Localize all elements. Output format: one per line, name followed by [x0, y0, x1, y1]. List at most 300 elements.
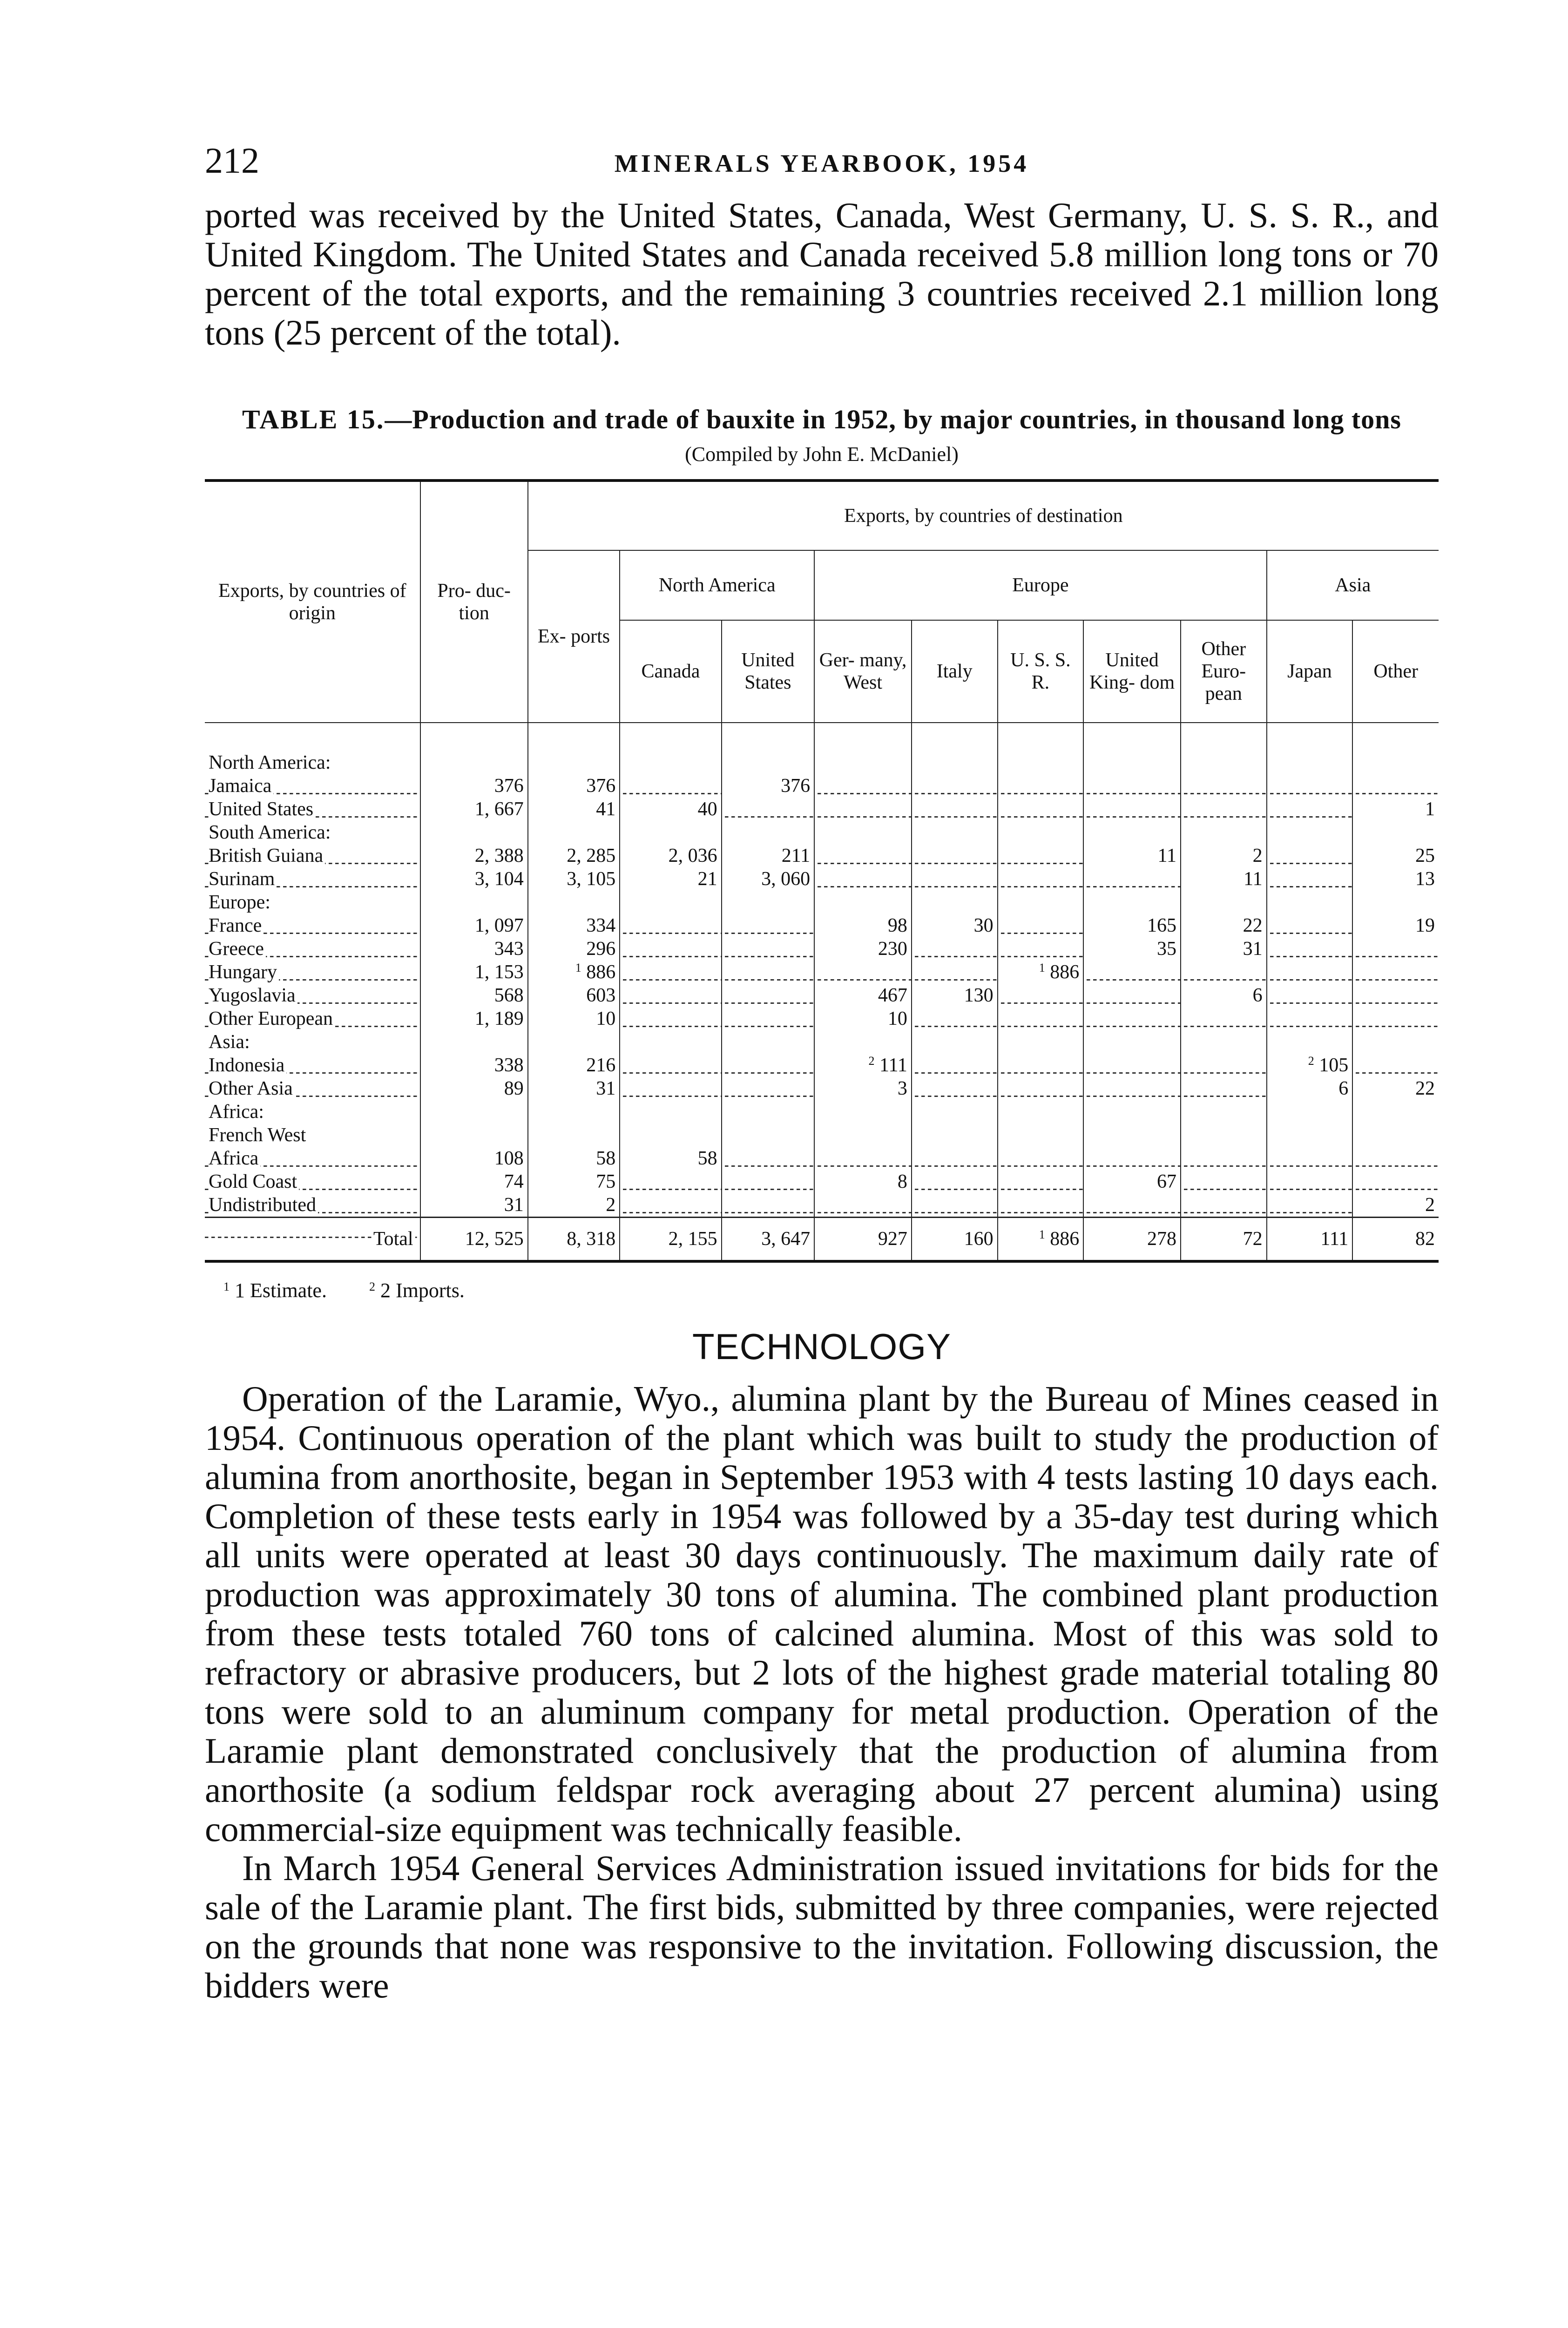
table-cell	[1352, 821, 1439, 844]
table-cell	[998, 937, 1084, 961]
table-cell	[1181, 891, 1267, 914]
header-germany-west: Ger- many, West	[814, 620, 912, 723]
table-cell	[420, 723, 528, 774]
table-row	[205, 844, 1439, 867]
row-label-text: Indonesia	[209, 1055, 286, 1076]
table-cell	[814, 867, 912, 891]
page-number: 212	[205, 140, 259, 181]
table-cell: 3, 647	[722, 1218, 815, 1262]
table-cell: 89	[420, 1077, 528, 1100]
table-cell	[1267, 844, 1353, 867]
header-japan: Japan	[1267, 620, 1353, 723]
table-cell: 108	[420, 1147, 528, 1170]
table-cell: 927	[814, 1218, 912, 1262]
table-row	[205, 891, 1439, 914]
table-cell: 41	[528, 798, 620, 821]
table-cell	[722, 1054, 815, 1077]
table-cell	[1083, 1147, 1181, 1170]
table-cell: 1, 667	[420, 798, 528, 821]
table-cell	[620, 821, 721, 844]
table-cell	[814, 844, 912, 867]
table-cell: 8	[814, 1170, 912, 1193]
row-label	[205, 1193, 420, 1218]
table-cell	[722, 1147, 815, 1170]
table-cell: 8, 318	[528, 1218, 620, 1262]
row-label-text: South America:	[209, 822, 331, 843]
table-cell	[998, 723, 1084, 774]
header-north-america: North America	[620, 550, 814, 620]
table-cell: 1, 189	[420, 1007, 528, 1030]
table-cell	[1352, 1170, 1439, 1193]
table-cell	[620, 723, 721, 774]
row-label	[205, 821, 420, 844]
table-row	[205, 867, 1439, 891]
table-cell: 1, 153	[420, 961, 528, 984]
table-cell	[998, 774, 1084, 798]
table-cell: 31	[1181, 937, 1267, 961]
table-cell: 25	[1352, 844, 1439, 867]
table-cell	[998, 891, 1084, 914]
table-cell	[912, 961, 998, 984]
table-cell: 30	[912, 914, 998, 937]
table-cell	[814, 1193, 912, 1218]
row-label-text: Other Asia	[209, 1078, 295, 1099]
table-cell: 1, 097	[420, 914, 528, 937]
table-cell	[1181, 1170, 1267, 1193]
row-label	[205, 1077, 420, 1100]
table-row	[205, 1077, 1439, 1100]
row-label-text: French West	[209, 1124, 306, 1146]
header-united-kingdom: United King- dom	[1083, 620, 1181, 723]
table-cell	[1083, 1007, 1181, 1030]
table-cell	[1267, 914, 1353, 937]
table-cell	[912, 867, 998, 891]
table-row	[205, 984, 1439, 1007]
table-cell: 160	[912, 1218, 998, 1262]
table-cell	[1267, 1170, 1353, 1193]
table-cell: 19	[1352, 914, 1439, 937]
table-cell: 2, 285	[528, 844, 620, 867]
table-cell	[620, 1100, 721, 1123]
footnote-marker: 2	[868, 1054, 875, 1068]
row-label	[205, 844, 420, 867]
table-compiled-by: (Compiled by John E. McDaniel)	[685, 443, 959, 466]
table-cell: 165	[1083, 914, 1181, 937]
table-cell	[620, 1193, 721, 1218]
table-cell	[1267, 1193, 1353, 1218]
table-cell: 58	[528, 1147, 620, 1170]
row-label	[205, 984, 420, 1007]
table-cell	[1181, 1030, 1267, 1054]
table-cell	[998, 867, 1084, 891]
table-cell	[1083, 1123, 1181, 1147]
table-cell	[528, 1100, 620, 1123]
table-cell: 22	[1181, 914, 1267, 937]
header-canada: Canada	[620, 620, 721, 723]
header-asia: Asia	[1267, 550, 1439, 620]
table-cell	[620, 1077, 721, 1100]
table-cell	[1181, 774, 1267, 798]
table-cell	[1352, 1030, 1439, 1054]
row-label-text: Europe:	[209, 892, 270, 913]
table-cell	[1181, 1193, 1267, 1218]
table-cell	[528, 821, 620, 844]
table-cell	[912, 1030, 998, 1054]
table-cell: 111	[1267, 1218, 1353, 1262]
table-row	[205, 937, 1439, 961]
table-cell: 568	[420, 984, 528, 1007]
table-cell	[420, 1030, 528, 1054]
table-cell	[1352, 1007, 1439, 1030]
table-cell	[998, 1170, 1084, 1193]
table-cell	[998, 914, 1084, 937]
table-cell: 12, 525	[420, 1218, 528, 1262]
table-cell: 35	[1083, 937, 1181, 961]
table-cell	[912, 821, 998, 844]
table-cell	[998, 1147, 1084, 1170]
header-origin: Exports, by countries of origin	[205, 480, 420, 723]
table-cell: 10	[528, 1007, 620, 1030]
table-cell	[1267, 723, 1353, 774]
table-cell: 31	[420, 1193, 528, 1218]
table-cell: $^2$ 111	[814, 1054, 912, 1077]
table-cell: 72	[1181, 1218, 1267, 1262]
table-cell	[722, 821, 815, 844]
table-cell	[1352, 1054, 1439, 1077]
table-cell	[1352, 937, 1439, 961]
table-cell: 2, 388	[420, 844, 528, 867]
table-cell	[998, 844, 1084, 867]
table-cell	[1352, 1123, 1439, 1147]
table-cell	[1083, 1100, 1181, 1123]
table-cell	[620, 984, 721, 1007]
header-exports-destination: Exports, by countries of destination	[528, 480, 1439, 550]
footnote-estimate-text: 1 Estimate.	[235, 1279, 327, 1302]
table-cell: 3, 104	[420, 867, 528, 891]
table-cell	[722, 798, 815, 821]
table-caption	[205, 403, 1439, 436]
table-cell	[912, 774, 998, 798]
table-cell: 3	[814, 1077, 912, 1100]
table-label: TABLE 15.	[242, 404, 385, 434]
footnote-estimate: $^1$ 1 Estimate.	[223, 1279, 327, 1302]
table-cell: 338	[420, 1054, 528, 1077]
table-cell	[1181, 723, 1267, 774]
document-page	[205, 140, 1439, 2005]
row-label	[205, 1054, 420, 1077]
table-cell	[1181, 798, 1267, 821]
table-cell	[1083, 867, 1181, 891]
table-cell: 22	[1352, 1077, 1439, 1100]
table-row	[205, 914, 1439, 937]
table-cell: $^2$ 105	[1267, 1054, 1353, 1077]
table-cell	[620, 914, 721, 937]
row-label-text: North America:	[209, 752, 331, 773]
row-label-text: United States	[209, 799, 315, 820]
table-cell	[998, 821, 1084, 844]
table-cell	[722, 1007, 815, 1030]
table-cell	[1352, 1100, 1439, 1123]
table-cell	[814, 1100, 912, 1123]
table-cell: 278	[1083, 1218, 1181, 1262]
table-cell: 296	[528, 937, 620, 961]
table-cell	[722, 937, 815, 961]
table-cell	[528, 1123, 620, 1147]
table-cell	[912, 723, 998, 774]
row-label-text: Jamaica	[209, 775, 273, 797]
table-cell	[912, 937, 998, 961]
table-cell	[1267, 798, 1353, 821]
row-label-text: Other European	[209, 1008, 335, 1029]
table-row	[205, 1007, 1439, 1030]
table-cell	[998, 798, 1084, 821]
table-cell	[620, 1054, 721, 1077]
header-production: Pro- duc- tion	[420, 480, 528, 723]
table-row	[205, 821, 1439, 844]
table-cell	[814, 798, 912, 821]
table-cell	[420, 891, 528, 914]
table-cell	[722, 1123, 815, 1147]
table-cell	[912, 1054, 998, 1077]
header-united-states: United States	[722, 620, 815, 723]
row-label	[205, 1007, 420, 1030]
table-cell: 343	[420, 937, 528, 961]
row-label	[205, 1100, 420, 1123]
row-label	[205, 937, 420, 961]
table-cell	[998, 1100, 1084, 1123]
table-cell	[1083, 1054, 1181, 1077]
header-exports: Ex- ports	[528, 550, 620, 723]
table-cell	[912, 1123, 998, 1147]
table-cell: 75	[528, 1170, 620, 1193]
footnote-marker: 1	[1039, 961, 1045, 975]
table-cell	[722, 1030, 815, 1054]
table-cell	[1181, 1147, 1267, 1170]
table-cell	[1267, 821, 1353, 844]
table-cell: $^1$ 886	[528, 961, 620, 984]
row-label-text: Surinam	[209, 868, 277, 890]
total-row	[205, 1218, 1439, 1262]
table-cell	[1352, 984, 1439, 1007]
table-cell	[912, 1077, 998, 1100]
table-cell	[1267, 1147, 1353, 1170]
table-cell	[1083, 1077, 1181, 1100]
row-label	[205, 961, 420, 984]
table-cell	[528, 1030, 620, 1054]
table-cell	[1083, 984, 1181, 1007]
table-cell: 31	[528, 1077, 620, 1100]
row-label	[205, 914, 420, 937]
table-cell: 11	[1083, 844, 1181, 867]
table-cell	[1181, 1054, 1267, 1077]
row-label-text: Africa:	[209, 1101, 264, 1123]
table-cell	[420, 1100, 528, 1123]
table-cell: 67	[1083, 1170, 1181, 1193]
table-cell	[814, 1147, 912, 1170]
table-cell	[998, 1030, 1084, 1054]
footnote-marker: 2	[1308, 1054, 1314, 1068]
table-cell	[998, 1123, 1084, 1147]
header-other-asia: Other	[1352, 620, 1439, 723]
table-cell	[1181, 1100, 1267, 1123]
row-label-text: Africa	[209, 1148, 260, 1169]
table-cell	[1181, 1077, 1267, 1100]
table-cell	[912, 1100, 998, 1123]
table-cell	[1267, 1123, 1353, 1147]
running-title: MINERALS YEARBOOK, 1954	[614, 149, 1029, 177]
table-cell	[1083, 723, 1181, 774]
table-cell	[814, 1030, 912, 1054]
body-paragraph: In March 1954 General Services Administration issued invitations for bids for the sale of the Laramie plant. The first bids, submitted by three companies, were rejected on the grounds that none was responsive to the invitation. Following discussion, the bidders were	[205, 1848, 1439, 2005]
table-cell: 11	[1181, 867, 1267, 891]
body-paragraph: Operation of the Laramie, Wyo., alumina plant by the Bureau of Mines ceased in 1954. Continuous operation of the plant which was built to study the production of alumina from anorthosite, began in September 1953 with 4 tests lasting 10 days each. Completion of these tests early in 1954 was followed by a 35-day test during which all units were operated at least 30 days continuously. The maximum daily rate of production was approximately 30 tons of alumina. The combined plant production from these tests totaled 760 tons of calcined alumina. Most of this was sold to refractory or abrasive producers, but 2 lots of the highest grade material totaling 80 tons were sold to an aluminum company for metal production. Operation of the Laramie plant demonstrated conclusively that the production of alumina from anorthosite (a sodium feldspar rock averaging about 27 percent alumina) using commercial-size equipment was technically feasible.	[205, 1379, 1439, 1849]
table-cell	[620, 961, 721, 984]
table-cell: 2	[1181, 844, 1267, 867]
table-row	[205, 1147, 1439, 1170]
table-cell	[1181, 961, 1267, 984]
table-cell: 130	[912, 984, 998, 1007]
row-label	[205, 723, 420, 774]
table-cell: 40	[620, 798, 721, 821]
table-cell: 2	[528, 1193, 620, 1218]
table-cell	[1083, 1030, 1181, 1054]
table-cell: 1	[1352, 798, 1439, 821]
header-other-european: Other Euro- pean	[1181, 620, 1267, 723]
table-cell: 82	[1352, 1218, 1439, 1262]
row-label	[205, 798, 420, 821]
table-row	[205, 1123, 1439, 1147]
table-body	[205, 723, 1439, 1261]
table-cell: 10	[814, 1007, 912, 1030]
table-cell	[998, 1054, 1084, 1077]
table-cell	[722, 1170, 815, 1193]
table-cell	[1083, 891, 1181, 914]
intro-paragraph: ported was received by the United States, Canada, West Germany, U. S. S. R., and United Kingdom. The United States and Canada received 5.8 million long tons or 70 percent of the total exports, and the remaining 3 countries received 2.1 million long tons (25 percent of the total).	[205, 195, 1439, 352]
table-cell: 211	[722, 844, 815, 867]
table-cell	[1083, 961, 1181, 984]
row-label	[205, 891, 420, 914]
table-cell: 230	[814, 937, 912, 961]
table-cell: 3, 105	[528, 867, 620, 891]
row-label	[205, 1030, 420, 1054]
table-cell	[1083, 798, 1181, 821]
table-cell	[814, 723, 912, 774]
table-cell: 2	[1352, 1193, 1439, 1218]
table-row	[205, 1030, 1439, 1054]
row-label	[205, 1147, 420, 1170]
table-row	[205, 1170, 1439, 1193]
table-cell	[620, 1007, 721, 1030]
table-cell	[1267, 984, 1353, 1007]
table-cell: 13	[1352, 867, 1439, 891]
table-cell: 376	[722, 774, 815, 798]
header-ussr: U. S. S. R.	[998, 620, 1084, 723]
table-cell	[1181, 1123, 1267, 1147]
row-label-text: Yugoslavia	[209, 985, 297, 1006]
table-cell	[722, 723, 815, 774]
table-row	[205, 1054, 1439, 1077]
row-label	[205, 1218, 420, 1262]
table-cell	[1352, 723, 1439, 774]
table-cell: 58	[620, 1147, 721, 1170]
table-cell: 467	[814, 984, 912, 1007]
table-cell	[1352, 774, 1439, 798]
table-cell	[1352, 891, 1439, 914]
table-cell	[814, 821, 912, 844]
table-cell	[998, 1077, 1084, 1100]
footnote-imports-text: 2 Imports.	[380, 1279, 465, 1302]
table-cell	[814, 1123, 912, 1147]
table-cell	[1267, 961, 1353, 984]
table-cell	[722, 914, 815, 937]
table-cell	[1267, 1030, 1353, 1054]
table-row	[205, 798, 1439, 821]
table-cell	[420, 1123, 528, 1147]
table-row	[205, 723, 1439, 774]
row-label-text: France	[209, 915, 264, 936]
row-label-text: Gold Coast	[209, 1171, 299, 1192]
row-label	[205, 774, 420, 798]
table-cell	[1267, 937, 1353, 961]
table-cell: 6	[1267, 1077, 1353, 1100]
table-cell	[620, 1030, 721, 1054]
table-cell	[1083, 774, 1181, 798]
table-cell: 6	[1181, 984, 1267, 1007]
bauxite-table	[205, 479, 1439, 1263]
table-cell	[1267, 1100, 1353, 1123]
table-cell	[814, 961, 912, 984]
table-cell	[722, 891, 815, 914]
row-label-text: Asia:	[209, 1031, 250, 1053]
header-italy: Italy	[912, 620, 998, 723]
table-cell	[420, 821, 528, 844]
row-label	[205, 867, 420, 891]
table-cell	[912, 844, 998, 867]
table-cell	[1181, 821, 1267, 844]
row-label	[205, 1170, 420, 1193]
table-cell	[722, 1077, 815, 1100]
table-cell	[1267, 867, 1353, 891]
footnote-marker: 1	[575, 961, 581, 975]
table-cell	[1267, 1007, 1353, 1030]
table-cell	[722, 961, 815, 984]
table-cell	[998, 1193, 1084, 1218]
row-label-text: British Guiana	[209, 845, 325, 866]
table-cell: 2, 036	[620, 844, 721, 867]
table-footnotes	[205, 1279, 1439, 1302]
table-cell: 3, 060	[722, 867, 815, 891]
table-cell	[912, 1193, 998, 1218]
header-europe: Europe	[814, 550, 1266, 620]
table-cell	[620, 891, 721, 914]
table-row	[205, 1100, 1439, 1123]
table-cell	[912, 798, 998, 821]
table-cell: 216	[528, 1054, 620, 1077]
table-cell	[620, 937, 721, 961]
row-label	[205, 1123, 420, 1147]
table-cell	[722, 984, 815, 1007]
table-cell	[912, 891, 998, 914]
table-cell	[528, 891, 620, 914]
table-cell	[1352, 961, 1439, 984]
table-cell	[1267, 891, 1353, 914]
running-header	[205, 140, 1439, 196]
table-cell: 334	[528, 914, 620, 937]
table-row	[205, 1193, 1439, 1218]
table-cell	[912, 1007, 998, 1030]
table-cell	[1083, 1193, 1181, 1218]
row-label-text: Total	[373, 1228, 415, 1250]
